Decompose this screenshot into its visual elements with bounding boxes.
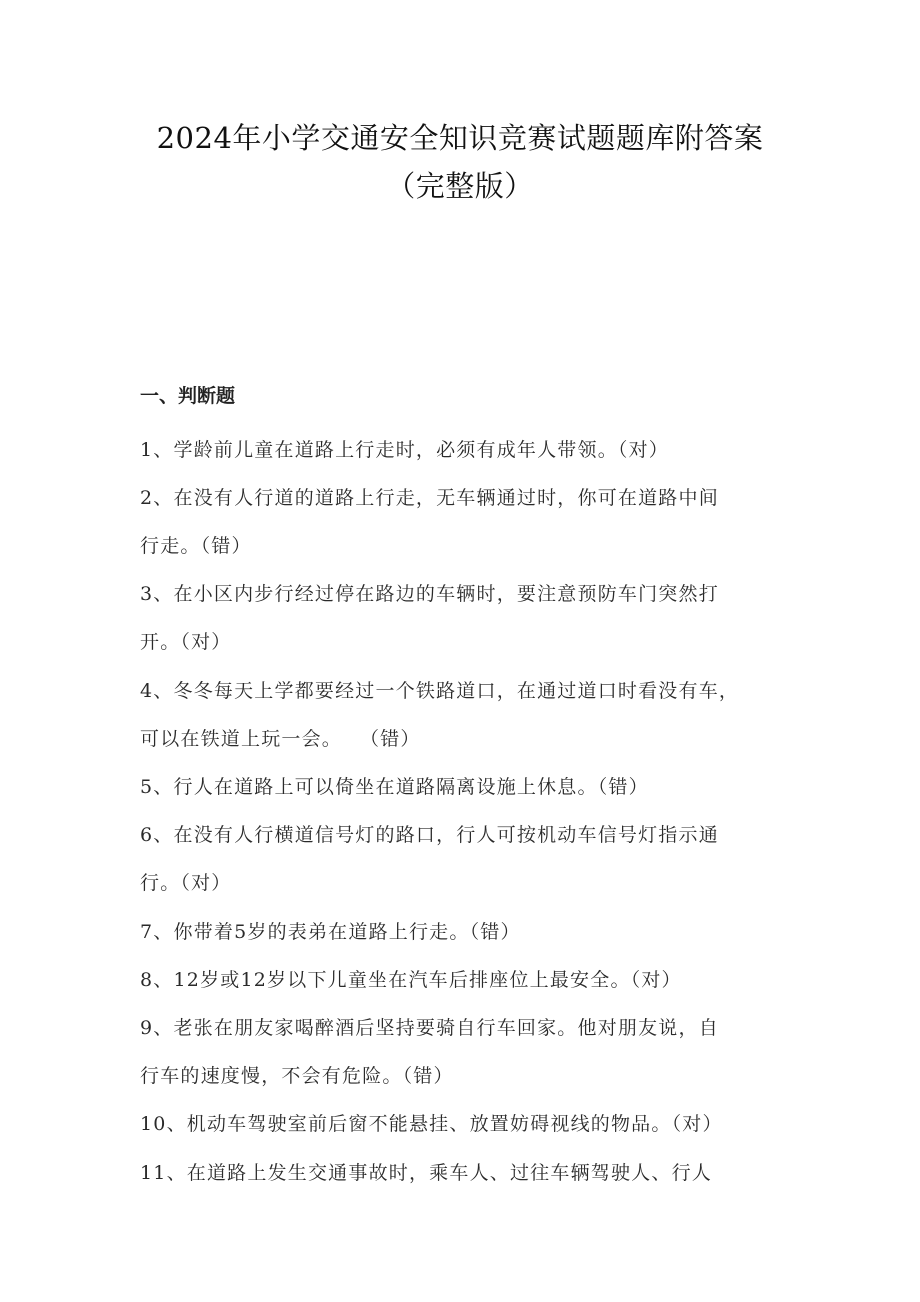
- question-line: 行走。（错）: [140, 535, 252, 557]
- document-title: 2024年小学交通安全知识竞赛试题题库附答案: [156, 121, 764, 155]
- section-heading: 一、判断题: [140, 385, 236, 407]
- question-line: 3、在小区内步行经过停在路边的车辆时，要注意预防车门突然打: [140, 583, 719, 605]
- question-line: 5、行人在道路上可以倚坐在道路隔离设施上休息。（错）: [140, 776, 649, 798]
- question-line: 行车的速度慢，不会有危险。（错）: [140, 1065, 454, 1087]
- question-line: 可以在铁道上玩一会。 （错）: [140, 728, 421, 750]
- question-line: 2、在没有人行道的道路上行走，无车辆通过时，你可在道路中间: [140, 487, 719, 509]
- question-line: 11、在道路上发生交通事故时，乘车人、过往车辆驾驶人、行人: [140, 1162, 712, 1184]
- question-line: 10、机动车驾驶室前后窗不能悬挂、放置妨碍视线的物品。（对）: [140, 1113, 723, 1135]
- question-line: 6、在没有人行横道信号灯的路口，行人可按机动车信号灯指示通: [140, 824, 719, 846]
- question-line: 1、学龄前儿童在道路上行走时，必须有成年人带领。（对）: [140, 439, 669, 461]
- document-subtitle: （完整版）: [386, 169, 534, 203]
- question-line: 9、老张在朋友家喝醉酒后坚持要骑自行车回家。他对朋友说，自: [140, 1017, 719, 1039]
- question-line: 行。（对）: [140, 872, 232, 894]
- question-line: 开。（对）: [140, 631, 232, 653]
- question-line: 8、12岁或12岁以下儿童坐在汽车后排座位上最安全。（对）: [140, 969, 682, 991]
- question-line: 7、你带着5岁的表弟在道路上行走。（错）: [140, 921, 521, 943]
- question-line: 4、冬冬每天上学都要经过一个铁路道口，在通过道口时看没有车，: [140, 680, 740, 702]
